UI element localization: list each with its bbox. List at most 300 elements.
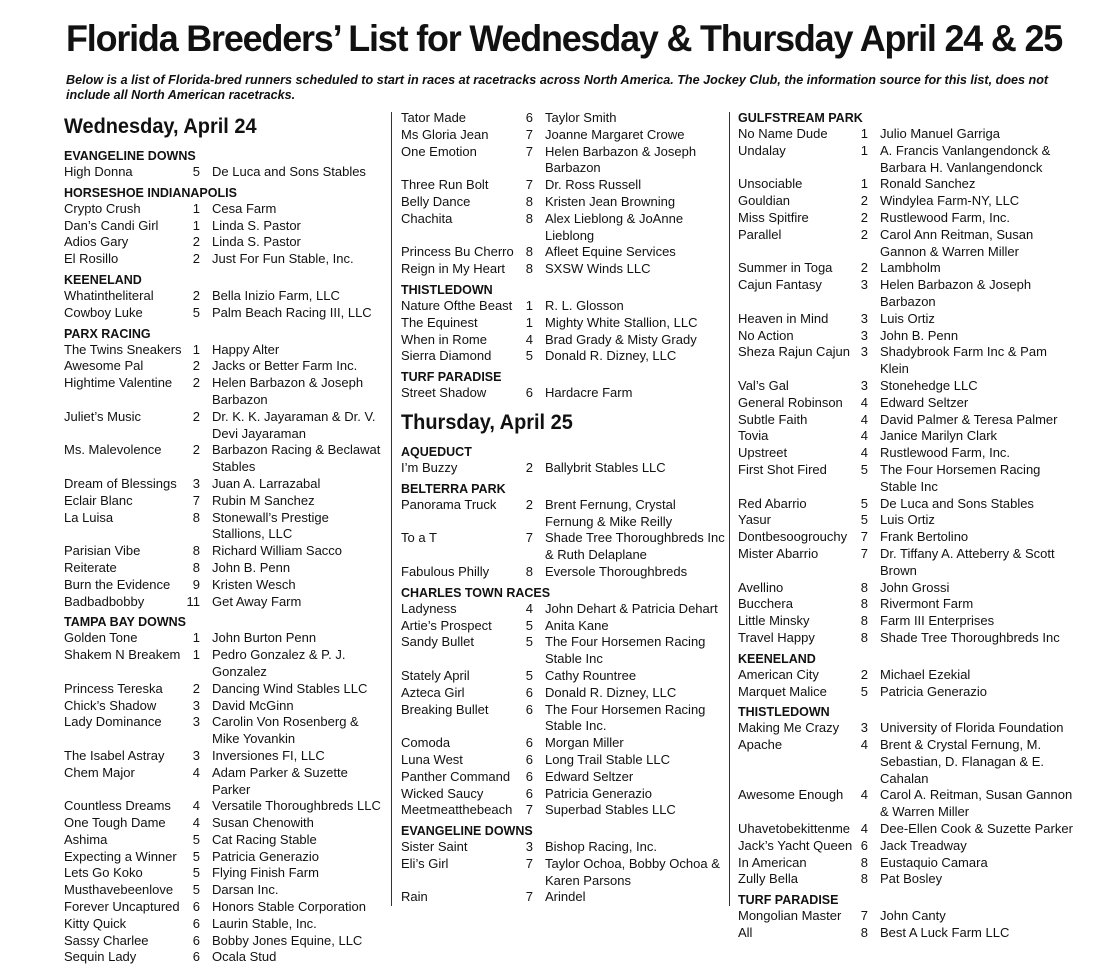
race-number: 5 [192, 164, 200, 179]
owner-name: Cesa Farm [212, 200, 277, 216]
horse-name: Zully Bella [738, 871, 798, 887]
owner-name: Donald R. Dizney, LLC [545, 348, 677, 364]
race-number: 4 [192, 815, 200, 831]
horse-name: Bucchera [738, 596, 793, 612]
entry-row [738, 613, 1078, 630]
race-number: 5 [192, 848, 200, 864]
race-number: 4 [525, 600, 533, 616]
entry-row [401, 530, 726, 564]
entry-row [738, 260, 1078, 277]
horse-name: Sister Saint [401, 839, 468, 855]
owner-name: Arindel [545, 889, 586, 905]
horse-name: Lets Go Koko [64, 865, 143, 881]
entry-row [401, 194, 726, 211]
horse-name: Breaking Bullet [401, 701, 489, 717]
horse-name: When in Rome [401, 331, 487, 347]
horse-name: Ashima [64, 831, 108, 847]
race-number: 2 [860, 226, 868, 242]
race-number: 6 [525, 785, 533, 801]
owner-name: John B. Penn [212, 559, 291, 575]
track-name: TAMPA BAY DOWNS [64, 615, 186, 630]
horse-name: Reign in My Heart [401, 261, 506, 277]
owner-name: Linda S. Pastor [212, 217, 301, 233]
owner-name: David McGinn [212, 697, 294, 713]
page-title: Florida Breeders’ List for Wednesday & Thursday April 24 & 25 [66, 18, 1063, 59]
owner-name: A. Francis Vanlangendonck & Barbara H. Vanlangendonck [880, 142, 1051, 175]
owner-name: Anita Kane [545, 617, 609, 633]
horse-name: High Donna [64, 164, 133, 179]
horse-name: Kitty Quick [64, 915, 127, 931]
entry-row [64, 832, 384, 849]
race-number: 8 [860, 596, 868, 612]
race-number: 2 [860, 193, 868, 209]
race-number: 7 [525, 177, 533, 193]
horse-name: Awesome Enough [738, 787, 844, 803]
horse-name: Hightime Valentine [64, 375, 173, 391]
entry-row [738, 529, 1078, 546]
race-number: 3 [860, 277, 868, 293]
entry-row [401, 769, 726, 786]
horse-name: Cajun Fantasy [738, 277, 822, 293]
owner-name: John Burton Penn [212, 630, 317, 646]
owner-name: Jack Treadway [880, 837, 967, 853]
owner-name: Helen Barbazon & Joseph Barbazon [212, 375, 364, 407]
entry-row [401, 564, 726, 581]
horse-name: Chachita [401, 210, 453, 226]
owner-name: Just For Fun Stable, Inc. [212, 251, 354, 267]
owner-name: Donald R. Dizney, LLC [545, 684, 677, 700]
track-name: HORSESHOE INDIANAPOLIS [64, 185, 237, 200]
race-number: 3 [860, 377, 868, 393]
entry-row [401, 332, 726, 349]
horse-name: Princess Bu Cherro [401, 244, 514, 260]
entry-row [64, 899, 384, 916]
race-number: 1 [860, 176, 868, 192]
horse-name: Ladyness [401, 600, 457, 616]
entry-row [64, 510, 384, 544]
horse-name: Marquet Malice [738, 683, 827, 699]
entry-row [64, 577, 384, 594]
race-number: 5 [860, 461, 868, 477]
horse-name: Comoda [401, 735, 451, 751]
race-number: 6 [860, 837, 868, 853]
horse-name: Miss Spitfire [738, 209, 809, 225]
race-number: 1 [525, 297, 533, 313]
horse-name: Sandy Bullet [401, 634, 474, 650]
horse-name: Dream of Blessings [64, 475, 177, 491]
owner-name: Dr. K. K. Jayaraman & Dr. V. Devi Jayaraman [212, 408, 376, 441]
entry-row [401, 786, 726, 803]
owner-name: John Dehart & Patricia Dehart [545, 600, 718, 616]
owner-name: Pedro Gonzalez & P. J. Gonzalez [212, 647, 346, 679]
race-number: 5 [860, 683, 868, 699]
horse-name: Badbadbobby [64, 593, 145, 609]
horse-name: Apache [738, 737, 783, 753]
owner-name: Janice Marilyn Clark [880, 428, 998, 444]
horse-name: Dontbesoogrouchy [738, 529, 848, 545]
owner-name: SXSW Winds LLC [545, 261, 651, 277]
horse-name: Summer in Toga [738, 260, 833, 276]
horse-name: Juliet’s Music [64, 408, 142, 424]
race-number: 5 [192, 304, 200, 320]
entry-row [401, 752, 726, 769]
horse-name: The Isabel Astray [64, 747, 165, 763]
race-number: 9 [192, 576, 200, 592]
horse-name: One Emotion [401, 143, 477, 159]
owner-name: Ocala Stud [212, 949, 277, 965]
horse-name: Whatintheliteral [64, 287, 154, 303]
horse-name: No Action [738, 327, 794, 343]
entry-row [738, 143, 1078, 177]
entry-row [738, 821, 1078, 838]
entry-row [401, 211, 726, 245]
owner-name: Richard William Sacco [212, 543, 343, 559]
race-number: 5 [525, 617, 533, 633]
entry-row [64, 865, 384, 882]
entry-row [738, 445, 1078, 462]
entry-row [401, 685, 726, 702]
entry-row [64, 698, 384, 715]
entry-row [401, 856, 726, 890]
owner-name: Jacks or Better Farm Inc. [212, 358, 358, 374]
horse-name: Tovia [738, 428, 769, 444]
entry-row [401, 110, 726, 127]
owner-name: Rubin M Sanchez [212, 492, 315, 508]
owner-name: Luis Ortiz [880, 310, 935, 326]
entry-row [738, 328, 1078, 345]
entry-row [738, 596, 1078, 613]
owner-name: David Palmer & Teresa Palmer [880, 411, 1058, 427]
track-section [738, 892, 1078, 942]
race-number: 7 [525, 802, 533, 818]
owner-name: Julio Manuel Garriga [880, 126, 1000, 141]
owner-name: Shade Tree Thoroughbreds Inc [880, 629, 1060, 645]
entry-row [64, 798, 384, 815]
owner-name: Michael Ezekial [880, 666, 971, 682]
owner-name: Patricia Generazio [880, 683, 987, 699]
owner-name: Morgan Miller [545, 735, 624, 751]
horse-name: Undalay [738, 142, 786, 158]
horse-name: No Name Dude [738, 126, 828, 141]
owner-name: Brent Fernung, Crystal Fernung & Mike Reilly [545, 496, 676, 529]
track-section [401, 110, 726, 278]
track-section [64, 326, 384, 611]
entry-row [738, 378, 1078, 395]
horse-name: Sassy Charlee [64, 932, 149, 948]
entry-row [401, 177, 726, 194]
entry-row [64, 949, 384, 966]
owner-name: Dancing Wind Stables LLC [212, 680, 368, 696]
column-1 [64, 110, 384, 966]
owner-name: Versatile Thoroughbreds LLC [212, 798, 381, 814]
race-number: 4 [860, 787, 868, 803]
entry-row [738, 512, 1078, 529]
horse-name: Parallel [738, 226, 782, 242]
horse-name: Sierra Diamond [401, 348, 492, 364]
race-number: 5 [525, 634, 533, 650]
entry-row [64, 765, 384, 799]
race-number: 4 [860, 445, 868, 461]
race-number: 3 [192, 714, 200, 730]
horse-name: Crypto Crush [64, 200, 141, 216]
track-name: KEENELAND [738, 651, 816, 666]
horse-name: Rain [401, 889, 428, 905]
race-number: 6 [525, 684, 533, 700]
race-number: 8 [860, 629, 868, 645]
race-number: 5 [192, 831, 200, 847]
entry-row [401, 839, 726, 856]
horse-name: Nature Ofthe Beast [401, 297, 513, 313]
entry-row [738, 227, 1078, 261]
horse-name: Sequin Lady [64, 949, 137, 965]
race-number: 6 [525, 768, 533, 784]
owner-name: Kristen Wesch [212, 576, 296, 592]
owner-name: Brent & Crystal Fernung, M. Sebastian, D. Flanagan & E. Cahalan [880, 737, 1045, 786]
horse-name: Stately April [401, 667, 470, 683]
race-number: 2 [192, 287, 200, 303]
race-number: 8 [860, 854, 868, 870]
owner-name: Patricia Generazio [545, 785, 652, 801]
horse-name: American City [738, 666, 819, 682]
race-number: 2 [192, 442, 200, 458]
race-number: 5 [192, 882, 200, 898]
entry-row [64, 201, 384, 218]
race-number: 3 [860, 720, 868, 736]
track-name: BELTERRA PARK [401, 481, 506, 496]
entry-row [401, 668, 726, 685]
race-number: 1 [192, 200, 200, 216]
entry-row [401, 618, 726, 635]
entry-row [401, 315, 726, 332]
track-section [401, 481, 726, 581]
horse-name: Wicked Saucy [401, 785, 484, 801]
track-section [64, 272, 384, 322]
horse-name: Eclair Blanc [64, 492, 133, 508]
track-name: AQUEDUCT [401, 444, 472, 459]
owner-name: Eversole Thoroughbreds [545, 563, 688, 579]
entry-row [401, 634, 726, 668]
race-number: 3 [192, 697, 200, 713]
owner-name: Windylea Farm-NY, LLC [880, 193, 1020, 209]
entry-row [738, 580, 1078, 597]
owner-name: Bella Inizio Farm, LLC [212, 287, 340, 303]
race-number: 1 [192, 630, 200, 646]
race-number: 2 [192, 234, 200, 250]
race-number: 3 [860, 327, 868, 343]
entry-row [738, 462, 1078, 496]
horse-name: Mister Abarrio [738, 545, 819, 561]
race-number: 3 [860, 310, 868, 326]
entry-row [64, 916, 384, 933]
race-number: 7 [860, 908, 868, 924]
race-number: 8 [525, 563, 533, 579]
owner-name: Rivermont Farm [880, 596, 974, 612]
owner-name: Alex Lieblong & JoAnne Lieblong [545, 210, 684, 243]
entry-row [738, 428, 1078, 445]
horse-name: Gouldian [738, 193, 791, 209]
race-number: 6 [525, 385, 533, 401]
entry-row [738, 395, 1078, 412]
race-number: 5 [860, 512, 868, 528]
race-number: 4 [860, 428, 868, 444]
owner-name: Palm Beach Racing III, LLC [212, 304, 372, 320]
race-number: 5 [192, 865, 200, 881]
horse-name: Awesome Pal [64, 358, 144, 374]
race-number: 1 [192, 217, 200, 233]
race-number: 4 [860, 821, 868, 837]
owner-name: Cat Racing Stable [212, 831, 317, 847]
horse-name: Mongolian Master [738, 908, 842, 924]
entry-row [64, 288, 384, 305]
race-number: 8 [525, 193, 533, 209]
track-name: TURF PARADISE [738, 893, 839, 908]
entry-row [738, 496, 1078, 513]
race-number: 3 [860, 344, 868, 360]
race-number: 5 [860, 495, 868, 511]
entry-row [401, 601, 726, 618]
owner-name: De Luca and Sons Stables [212, 164, 366, 179]
horse-name: Chick’s Shadow [64, 697, 157, 713]
horse-name: One Tough Dame [64, 815, 166, 831]
owner-name: John Grossi [880, 579, 950, 595]
entry-row [64, 933, 384, 950]
owner-name: The Four Horsemen Racing Stable Inc [545, 634, 706, 667]
entry-row [738, 277, 1078, 311]
owner-name: Edward Seltzer [545, 768, 634, 784]
horse-name: Shakem N Breakem [64, 647, 181, 663]
owner-name: Patricia Generazio [212, 848, 319, 864]
entry-row [738, 908, 1078, 925]
horse-name: Princess Tereska [64, 680, 163, 696]
owner-name: Lambholm [880, 260, 941, 276]
race-number: 2 [192, 358, 200, 374]
owner-name: Hardacre Farm [545, 385, 633, 401]
entry-row [738, 126, 1078, 143]
horse-name: Tator Made [401, 110, 467, 125]
race-number: 4 [860, 737, 868, 753]
track-section [401, 823, 726, 906]
race-number: 7 [860, 545, 868, 561]
entry-row [738, 630, 1078, 647]
entry-row [738, 344, 1078, 378]
owner-name: Linda S. Pastor [212, 234, 301, 250]
entry-row [64, 234, 384, 251]
race-number: 2 [860, 209, 868, 225]
race-number: 4 [860, 394, 868, 410]
column-3 [738, 110, 1078, 942]
owner-name: Bishop Racing, Inc. [545, 839, 658, 855]
track-name: TURF PARADISE [401, 370, 502, 385]
horse-name: Burn the Evidence [64, 576, 171, 592]
entry-row [64, 630, 384, 647]
horse-name: Unsociable [738, 176, 803, 192]
entry-row [64, 442, 384, 476]
owner-name: De Luca and Sons Stables [880, 495, 1034, 511]
owner-name: Rustlewood Farm, Inc. [880, 209, 1011, 225]
entry-row [64, 647, 384, 681]
race-number: 2 [860, 666, 868, 682]
owner-name: Cathy Rountree [545, 667, 637, 683]
race-number: 5 [525, 348, 533, 364]
entry-row [738, 546, 1078, 580]
track-section [738, 110, 1078, 647]
horse-name: In American [738, 854, 807, 870]
entry-row [738, 311, 1078, 328]
horse-name: First Shot Fired [738, 461, 827, 477]
column-2 [401, 110, 726, 906]
horse-name: Avellino [738, 579, 784, 595]
horse-name: Making Me Crazy [738, 720, 840, 736]
horse-name: Musthavebeenlove [64, 882, 174, 898]
race-number: 7 [525, 143, 533, 159]
owner-name: Susan Chenowith [212, 815, 314, 831]
owner-name: Edward Seltzer [880, 394, 969, 410]
track-name: PARX RACING [64, 326, 151, 341]
horse-name: Sheza Rajun Cajun [738, 344, 851, 360]
entry-row [64, 543, 384, 560]
entry-row [64, 358, 384, 375]
owner-name: Stonehedge LLC [880, 377, 978, 393]
owner-name: Best A Luck Farm LLC [880, 925, 1010, 941]
race-number: 2 [860, 260, 868, 276]
entry-row [401, 127, 726, 144]
horse-name: Belly Dance [401, 193, 471, 209]
horse-name: Dan’s Candi Girl [64, 217, 159, 233]
horse-name: Ms. Malevolence [64, 442, 162, 458]
entry-row [64, 815, 384, 832]
entry-row [401, 702, 726, 736]
entry-row [738, 838, 1078, 855]
horse-name: Azteca Girl [401, 684, 465, 700]
track-name: EVANGELINE DOWNS [401, 824, 533, 839]
entry-row [401, 385, 726, 402]
track-name: KEENELAND [64, 272, 142, 287]
track-section [401, 282, 726, 365]
day-heading: Wednesday, April 24 [64, 115, 257, 138]
entry-row [64, 305, 384, 322]
entry-row [738, 684, 1078, 701]
entry-row [738, 412, 1078, 429]
race-number: 1 [860, 142, 868, 158]
day-heading: Thursday, April 25 [401, 410, 573, 434]
entry-row [401, 261, 726, 278]
owner-name: Honors Stable Corporation [212, 899, 366, 915]
race-number: 2 [525, 496, 533, 512]
owner-name: Rustlewood Farm, Inc. [880, 445, 1011, 461]
owner-name: Pat Bosley [880, 871, 943, 887]
owner-name: Brad Grady & Misty Grady [545, 331, 697, 347]
horse-name: Street Shadow [401, 385, 487, 401]
race-number: 1 [525, 314, 533, 330]
race-number: 1 [860, 126, 868, 141]
horse-name: Luna West [401, 751, 463, 767]
owner-name: The Four Horsemen Racing Stable Inc. [545, 701, 706, 734]
entry-row [401, 497, 726, 531]
horse-name: Eli’s Girl [401, 855, 449, 871]
race-number: 8 [192, 543, 200, 559]
horse-name: Panorama Truck [401, 496, 497, 512]
track-section [401, 369, 726, 402]
entry-row [64, 560, 384, 577]
owner-name: Eustaquio Camara [880, 854, 988, 870]
owner-name: Stonewall’s Prestige Stallions, LLC [212, 509, 329, 542]
entry-row [738, 855, 1078, 872]
race-number: 6 [525, 701, 533, 717]
track-name: EVANGELINE DOWNS [64, 149, 196, 163]
entry-row [64, 493, 384, 510]
horse-name: Fabulous Philly [401, 563, 490, 579]
horse-name: Chem Major [64, 764, 135, 780]
